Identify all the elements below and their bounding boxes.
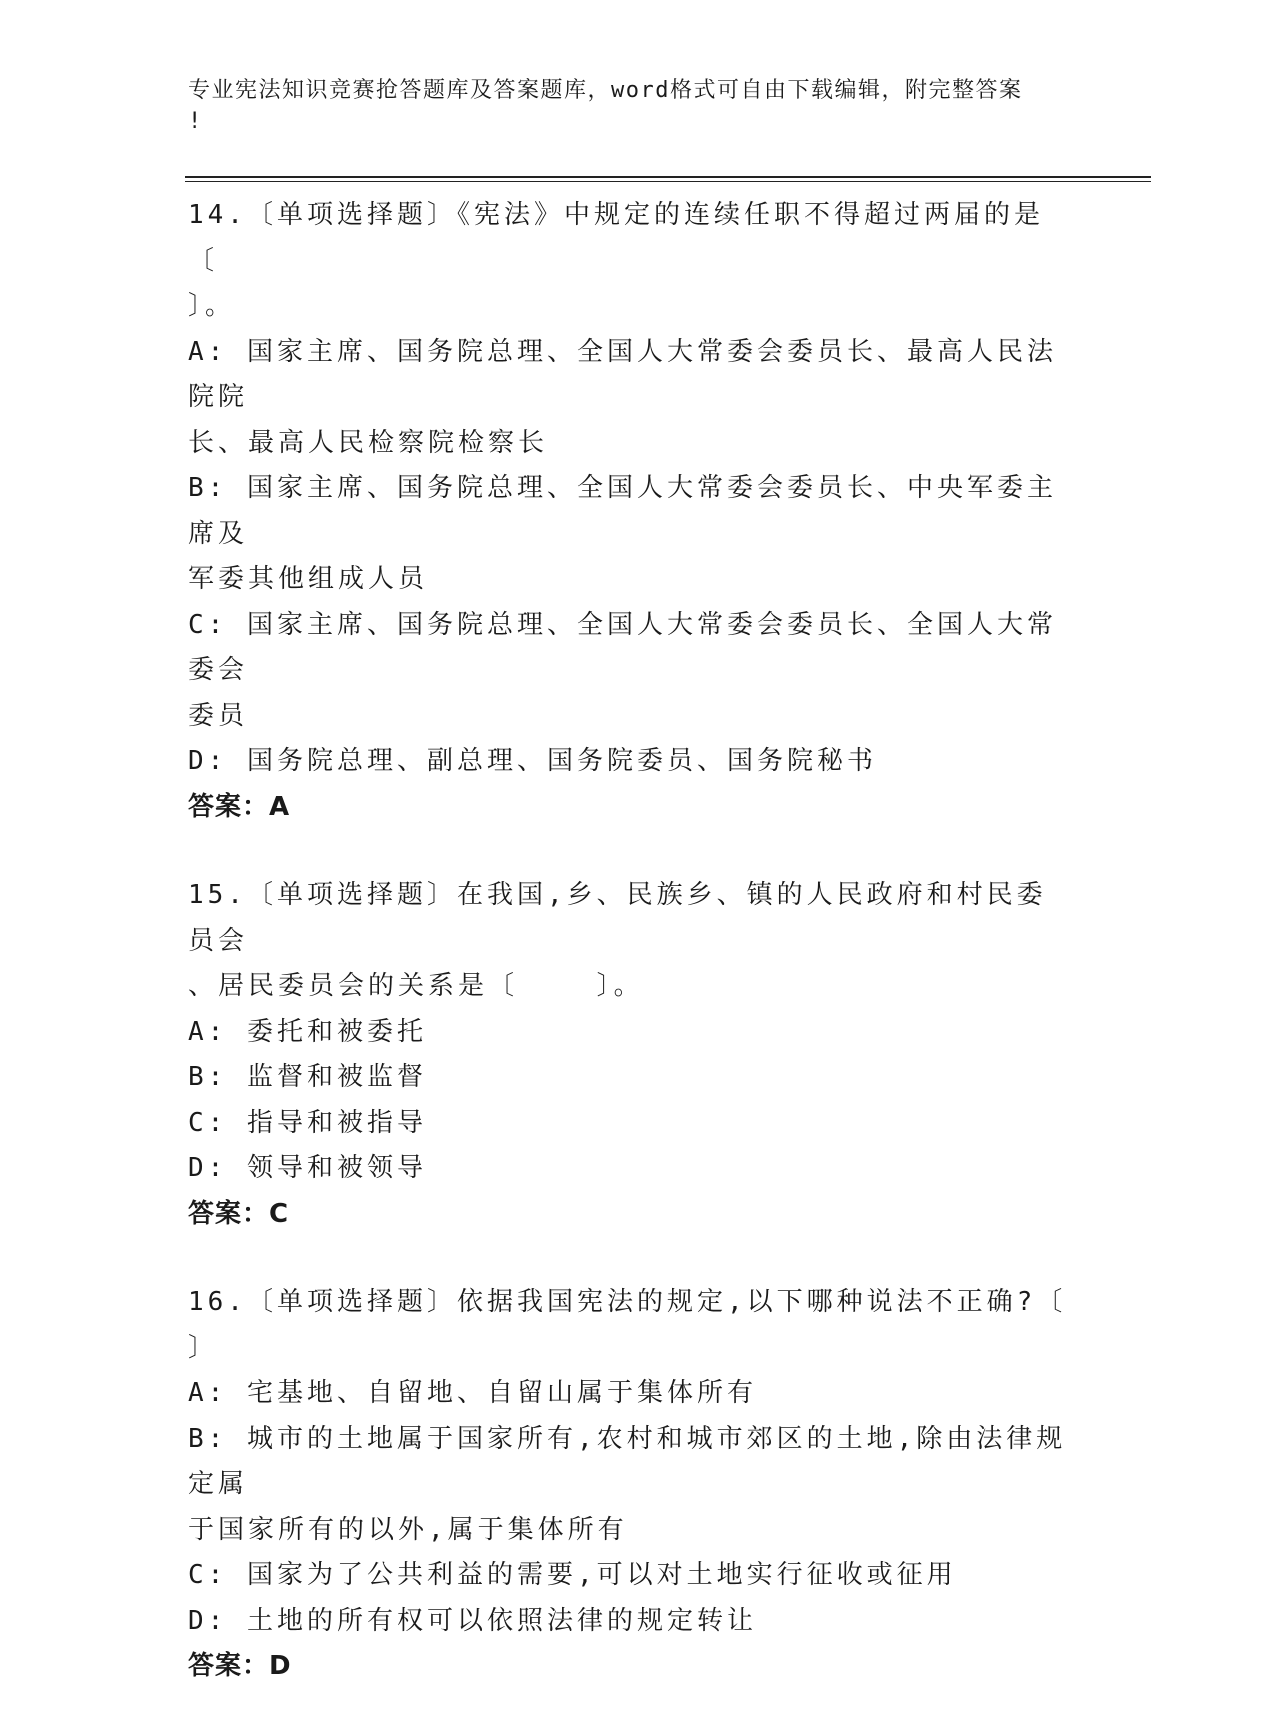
option-a: A: 宅基地、自留地、自留山属于集体所有 bbox=[188, 1378, 757, 1408]
answer: 答案：D bbox=[188, 1651, 292, 1681]
option-c: C: 国家为了公共利益的需要,可以对土地实行征收或征用 bbox=[188, 1560, 957, 1590]
header-divider-thick bbox=[185, 176, 1151, 178]
question-stem: 、居民委员会的关系是〔 〕。 bbox=[188, 971, 644, 1001]
option-c: C: 指导和被指导 bbox=[188, 1107, 427, 1138]
option-c: C: 国家主席、国务院总理、全国人大常委会委员长、全国人大常委会 bbox=[188, 609, 1057, 685]
option-d: D: 国务院总理、副总理、国务院委员、国务院秘书 bbox=[188, 746, 877, 776]
question-stem: 14.〔单项选择题〕《宪法》中规定的连续任职不得超过两届的是〔 bbox=[188, 200, 1044, 276]
option-a: A: 国家主席、国务院总理、全国人大常委会委员长、最高人民法院院 bbox=[188, 336, 1057, 412]
header-divider-thin bbox=[185, 181, 1151, 182]
option-a: A: 委托和被委托 bbox=[188, 1016, 427, 1047]
question-list bbox=[188, 193, 1068, 1733]
option-d: D: 土地的所有权可以依照法律的规定转让 bbox=[188, 1605, 757, 1636]
header-line-1: 专业宪法知识竞赛抢答题库及答案题库，word格式可自由下载编辑，附完整答案 bbox=[188, 78, 1023, 103]
question-stem: 〕。 bbox=[188, 291, 236, 321]
option-b: B: 城市的土地属于国家所有,农村和城市郊区的土地,除由法律规定属 bbox=[188, 1423, 1067, 1499]
question-14 bbox=[188, 193, 1068, 830]
question-16 bbox=[188, 1280, 1068, 1690]
question-stem: 16.〔单项选择题〕依据我国宪法的规定,以下哪种说法不正确?〔 bbox=[188, 1287, 1067, 1317]
option-b: 于国家所有的以外,属于集体所有 bbox=[188, 1514, 628, 1545]
question-15 bbox=[188, 873, 1068, 1237]
answer: 答案：A bbox=[188, 791, 291, 822]
option-a: 长、最高人民检察院检察长 bbox=[188, 427, 549, 458]
answer: 答案：C bbox=[188, 1198, 290, 1229]
option-b: B: 监督和被监督 bbox=[188, 1062, 427, 1092]
question-stem: 〕 bbox=[188, 1332, 219, 1363]
page-header bbox=[188, 75, 1068, 137]
header-line-2: ! bbox=[188, 109, 203, 134]
option-b: B: 国家主席、国务院总理、全国人大常委会委员长、中央军委主席及 bbox=[188, 473, 1057, 549]
option-b: 军委其他组成人员 bbox=[188, 564, 429, 594]
question-stem: 15.〔单项选择题〕在我国,乡、民族乡、镇的人民政府和村民委员会 bbox=[188, 880, 1047, 956]
option-c: 委员 bbox=[188, 700, 249, 731]
option-d: D: 领导和被领导 bbox=[188, 1153, 427, 1183]
